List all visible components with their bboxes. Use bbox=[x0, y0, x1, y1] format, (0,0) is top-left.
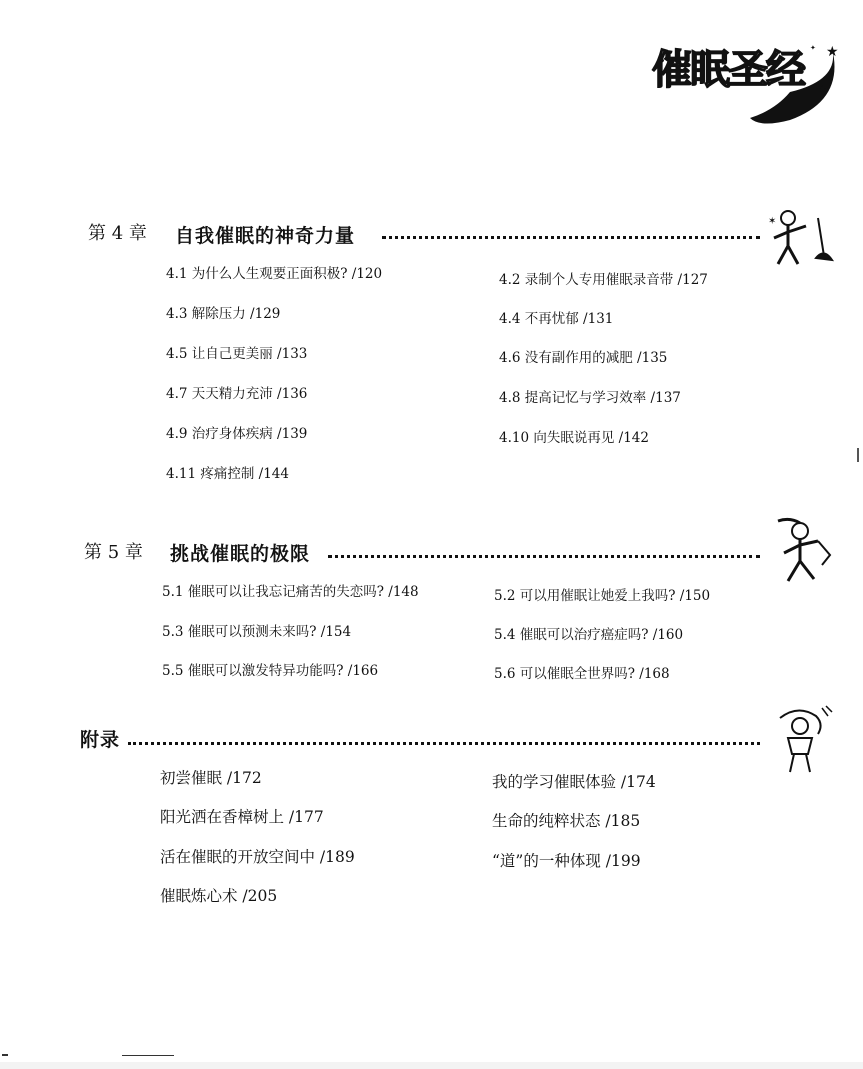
scan-edge-mark bbox=[857, 448, 859, 462]
sweeping-figure-icon bbox=[766, 208, 836, 268]
appendix-entry[interactable]: 催眠炼心术 /205 bbox=[160, 887, 278, 905]
toc-entry-4-7[interactable]: 4.7 天天精力充沛 /136 bbox=[166, 386, 308, 402]
toc-entry-4-11[interactable]: 4.11 疼痛控制 /144 bbox=[166, 466, 289, 482]
appendix-entry[interactable]: “道”的一种体现 /199 bbox=[492, 852, 641, 870]
chapter-title: 自我催眠的神奇力量 bbox=[175, 225, 356, 247]
dot-leader bbox=[328, 555, 760, 562]
footer-dash bbox=[2, 1054, 8, 1056]
chapter-number: 第 4 章 bbox=[88, 223, 147, 244]
toc-entry-4-5[interactable]: 4.5 让自己更美丽 /133 bbox=[166, 346, 308, 362]
warrior-figure-icon bbox=[770, 515, 836, 585]
svg-text:★: ★ bbox=[826, 44, 839, 60]
chapter-title: 挑战催眠的极限 bbox=[170, 543, 311, 565]
figure-reading-icon bbox=[768, 704, 834, 774]
toc-entry-5-6[interactable]: 5.6 可以催眠全世界吗? /168 bbox=[494, 666, 670, 682]
toc-entry-4-10[interactable]: 4.10 向失眠说再见 /142 bbox=[499, 430, 649, 446]
toc-entry-4-2[interactable]: 4.2 录制个人专用催眠录音带 /127 bbox=[499, 272, 708, 288]
appendix-title: 附录 bbox=[80, 729, 121, 751]
appendix-entry[interactable]: 初尝催眠 /172 bbox=[160, 769, 262, 787]
svg-text:✦: ✦ bbox=[810, 44, 816, 52]
dot-leader bbox=[382, 236, 760, 243]
chapter-number: 第 5 章 bbox=[84, 542, 143, 563]
toc-entry-5-2[interactable]: 5.2 可以用催眠让她爱上我吗? /150 bbox=[494, 588, 711, 604]
appendix-entry[interactable]: 阳光洒在香樟树上 /177 bbox=[160, 808, 324, 826]
svg-text:★: ★ bbox=[818, 84, 827, 95]
toc-entry-5-5[interactable]: 5.5 催眠可以激发特异功能吗? /166 bbox=[162, 663, 379, 679]
appendix-entry[interactable]: 我的学习催眠体验 /174 bbox=[492, 773, 656, 791]
toc-entry-5-4[interactable]: 5.4 催眠可以治疗癌症吗? /160 bbox=[494, 627, 684, 643]
appendix-entry[interactable]: 活在催眠的开放空间中 /189 bbox=[160, 848, 355, 866]
toc-entry-5-3[interactable]: 5.3 催眠可以预测未来吗? /154 bbox=[162, 624, 352, 640]
toc-entry-4-6[interactable]: 4.6 没有副作用的减肥 /135 bbox=[499, 350, 668, 366]
svg-text:✶: ✶ bbox=[768, 216, 777, 227]
footer-rule bbox=[122, 1055, 174, 1056]
appendix-entry[interactable]: 生命的纯粹状态 /185 bbox=[492, 812, 641, 830]
scan-bottom-band bbox=[0, 1062, 863, 1069]
toc-entry-4-3[interactable]: 4.3 解除压力 /129 bbox=[166, 306, 281, 322]
toc-entry-4-1[interactable]: 4.1 为什么人生观要正面积极? /120 bbox=[166, 266, 383, 282]
book-title-logo bbox=[640, 30, 840, 130]
toc-entry-4-4[interactable]: 4.4 不再忧郁 /131 bbox=[499, 311, 614, 327]
logo-text: 催眠圣经 bbox=[652, 47, 804, 93]
toc-entry-4-9[interactable]: 4.9 治疗身体疾病 /139 bbox=[166, 426, 308, 442]
toc-entry-4-8[interactable]: 4.8 提高记忆与学习效率 /137 bbox=[499, 390, 681, 406]
dot-leader bbox=[128, 742, 760, 749]
toc-entry-5-1[interactable]: 5.1 催眠可以让我忘记痛苦的失恋吗? /148 bbox=[162, 584, 419, 600]
